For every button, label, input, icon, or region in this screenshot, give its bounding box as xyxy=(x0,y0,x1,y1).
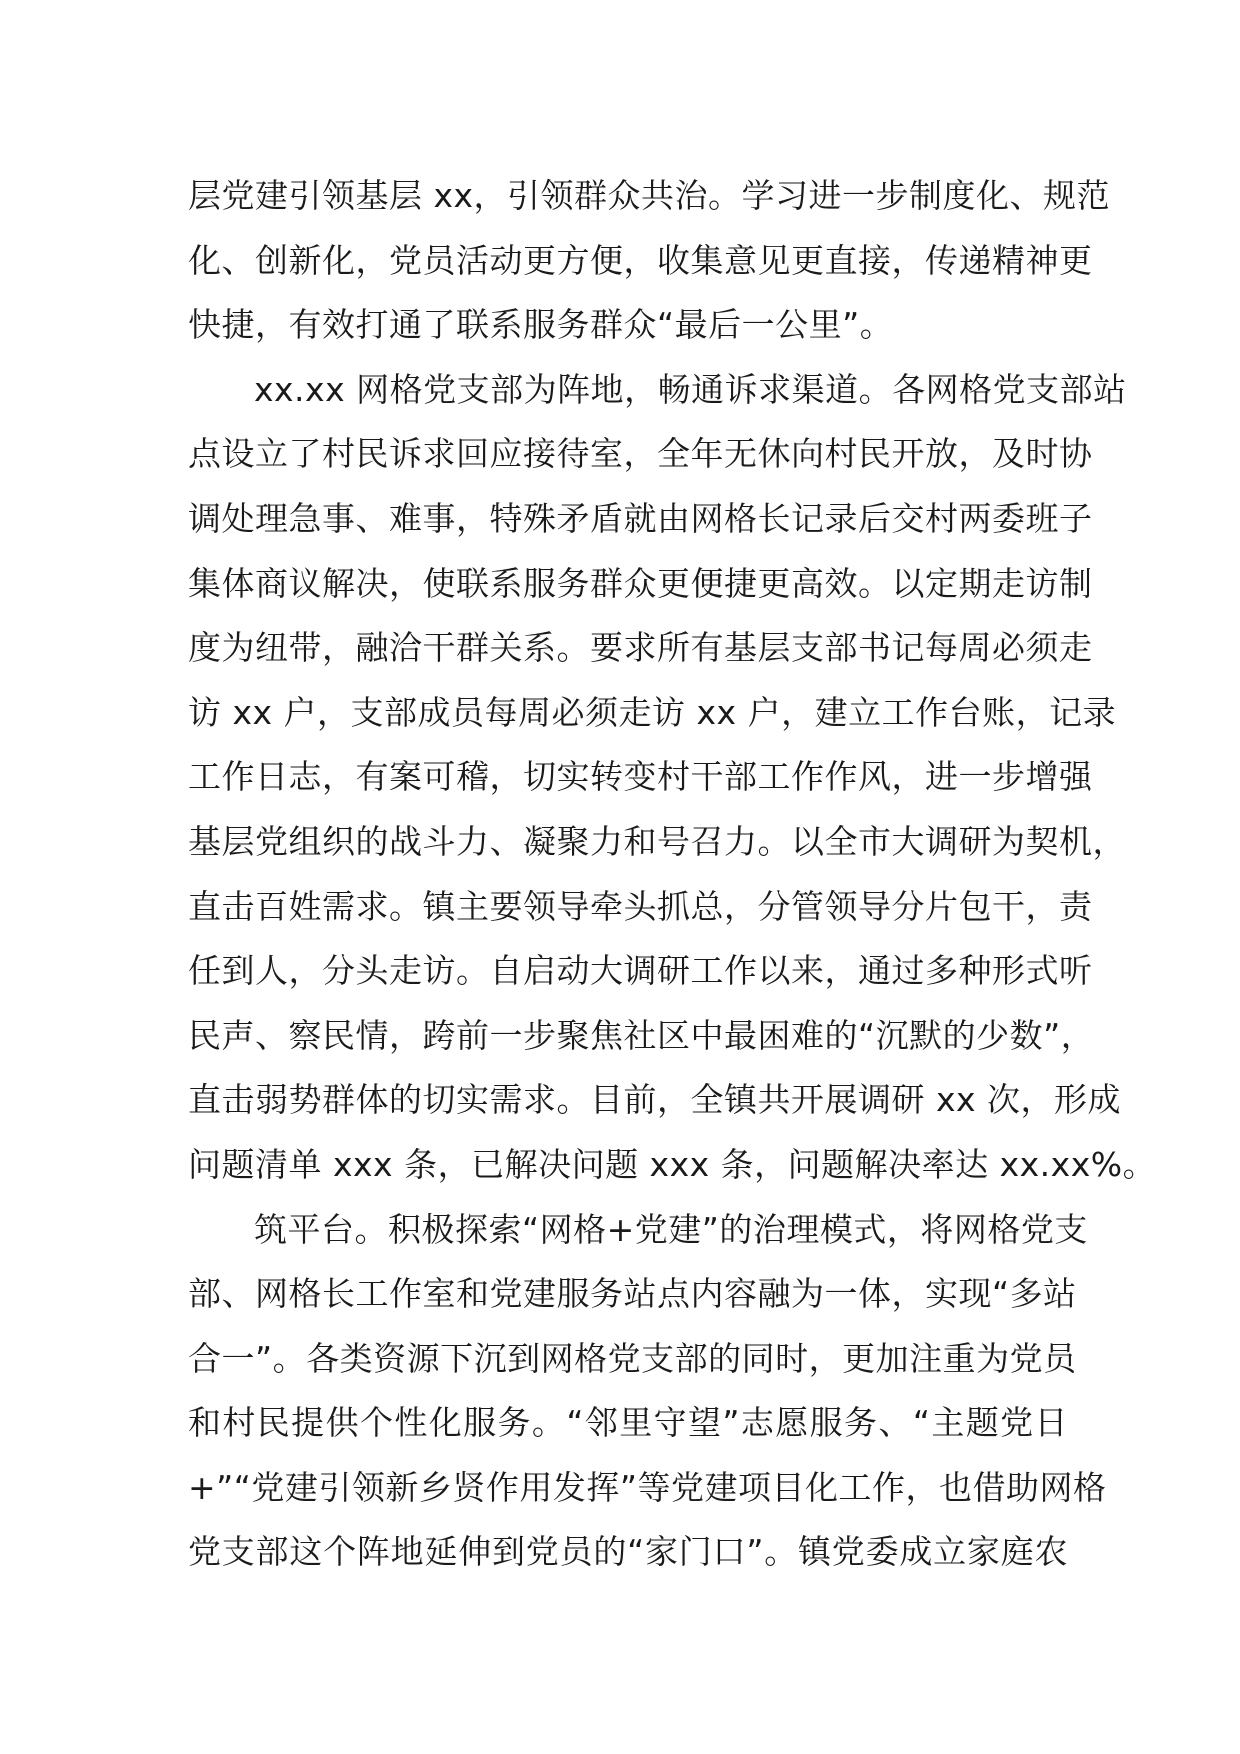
body-text xyxy=(188,164,1157,1585)
text-line: 和村民提供个性化服务。“邻里守望”志愿服务、“主题党日 xyxy=(188,1403,1068,1443)
text-line: 筑平台。积极探索“网格+党建”的治理模式，将网格党支 xyxy=(254,1209,1088,1249)
text-line: 访 xx 户，支部成员每周必须走访 xx 户，建立工作台账，记录 xyxy=(188,692,1117,732)
text-line: 基层党组织的战斗力、凝聚力和号召力。以全市大调研为契机， xyxy=(188,821,1126,861)
text-line: xx.xx 网格党支部为阵地，畅通诉求渠道。各网格党支部站 xyxy=(254,369,1127,409)
text-line: 层党建引领基层 xx，引领群众共治。学习进一步制度化、规范 xyxy=(188,176,1111,215)
text-line: 直击弱势群体的切实需求。目前，全镇共开展调研 xx 次，形成 xyxy=(188,1080,1122,1120)
text-line: 任到人，分头走访。自启动大调研工作以来，通过多种形式听 xyxy=(188,951,1093,991)
text-line: +”“党建引领新乡贤作用发挥”等党建项目化工作，也借助网格 xyxy=(188,1467,1107,1507)
text-line: 合一”。各类资源下沉到网格党支部的同时，更加注重为党员 xyxy=(188,1338,1077,1378)
text-line: 党支部这个阵地延伸到党员的“家门口”。镇党委成立家庭农 xyxy=(188,1532,1068,1572)
text-line: 工作日志，有案可稽，切实转变村干部工作作风，进一步增强 xyxy=(188,757,1093,797)
text-line: 集体商议解决，使联系服务群众更便捷更高效。以定期走访制 xyxy=(188,563,1093,603)
text-line: 部、网格长工作室和党建服务站点内容融为一体，实现“多站 xyxy=(188,1274,1077,1314)
text-line: 快捷，有效打通了联系服务群众“最后一公里”。 xyxy=(188,305,894,345)
text-line: 度为纽带，融洽干群关系。要求所有基层支部书记每周必须走 xyxy=(188,628,1093,668)
text-line: 问题清单 xxx 条，已解决问题 xxx 条，问题解决率达 xx.xx%。 xyxy=(188,1144,1157,1184)
text-line: 化、创新化，党员活动更方便，收集意见更直接，传递精神更 xyxy=(188,240,1093,280)
text-line: 民声、察民情，跨前一步聚焦社区中最困难的“沉默的少数”， xyxy=(188,1015,1095,1055)
text-line: 直击百姓需求。镇主要领导牵头抓总，分管领导分片包干，责 xyxy=(188,886,1093,926)
text-line: 点设立了村民诉求回应接待室，全年无休向村民开放，及时协 xyxy=(188,434,1093,474)
text-line: 调处理急事、难事，特殊矛盾就由网格长记录后交村两委班子 xyxy=(188,498,1093,538)
